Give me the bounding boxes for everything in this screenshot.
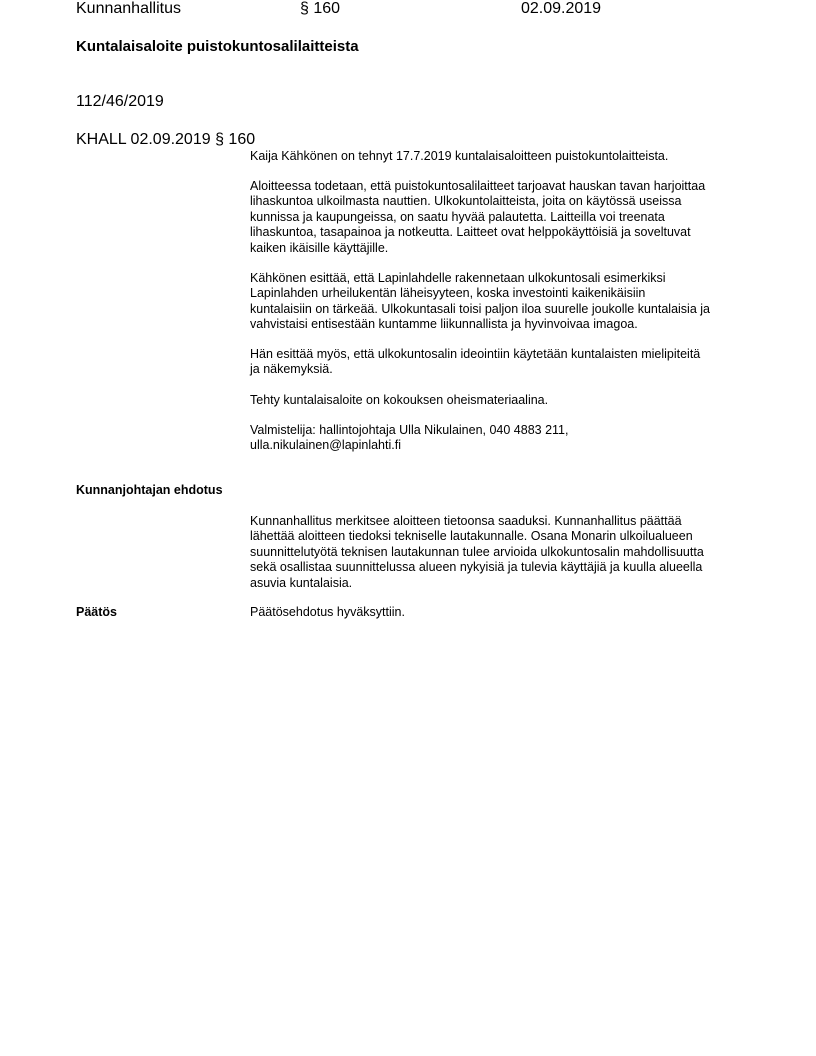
paragraph-2 [250, 271, 750, 333]
paragraph-line: Aloitteessa todetaan, että puistokuntosalilaitteet tarjoavat hauskan tavan harjoittaa [250, 179, 706, 193]
paragraph-line: Hän esittää myös, että ulkokuntosalin ideointiin käytetään kuntalaisten mielipiteitä [250, 347, 701, 361]
paragraph-3 [250, 347, 750, 378]
paragraph-line: sekä osallistaa suunnittelussa alueen nykyisiä ja tulevia käyttäjiä ja kuulla alueella [250, 560, 703, 575]
header-date: 02.09.2019 [521, 0, 602, 17]
paragraph-line: kaiken ikäisille käyttäjille. [250, 240, 389, 255]
paragraph-4 [250, 393, 750, 408]
decision-paragraph [250, 605, 750, 620]
document-title: Kuntalaisaloite puistokuntosalilaitteista [76, 38, 359, 55]
decision-label: Päätös [76, 605, 117, 619]
paragraph-line: Kähkönen esittää, että Lapinlahdelle rakennetaan ulkokuntosali esimerkiksi [250, 271, 666, 285]
proposal-paragraph [250, 514, 750, 591]
intro-line: Kaija Kähkönen on tehnyt 17.7.2019 kuntalaisaloitteen puistokuntolaitteista. [250, 149, 669, 163]
paragraph-line: kuntalaisiin on tärkeää. Ulkokuntasali toisi paljon iloa suurelle joukolle kuntalaisia ja [250, 301, 710, 316]
preparer-line: Valmistelija: hallintojohtaja Ulla Nikulainen, 040 4883 211, [250, 423, 569, 437]
paragraph-line: vahvistaisi entisestään kuntamme liikunnallista ja hyvinvoivaa imagoa. [250, 317, 638, 332]
header-section: § 160 [300, 0, 341, 17]
proposal-label: Kunnanjohtajan ehdotus [76, 483, 223, 497]
paragraph-line: lihaskuntoa, tasapainoa ja notkeutta. Laitteet ovat helppokäyttöisiä ja soveltuvat [250, 225, 691, 240]
preparer-info [250, 423, 750, 454]
paragraph-line: Lapinlahden urheilukentän läheisyyteen, koska investointi kaikenikäisiin [250, 286, 646, 301]
decision-text: Päätösehdotus hyväksyttiin. [250, 605, 405, 619]
paragraph-line: Kunnanhallitus merkitsee aloitteen tietoonsa saaduksi. Kunnanhallitus päättää [250, 514, 682, 528]
paragraph-line: suunnittelutyötä teknisen lautakunnan tulee arvioida ulkokuntosalin mahdollisuutta [250, 544, 704, 559]
intro-paragraph [250, 149, 750, 164]
paragraph-line: lähettää aloitteen tiedoksi tekniselle lautakunnalle. Osana Monarin ulkoilualueen [250, 529, 693, 544]
paragraph-line: Tehty kuntalaisaloite on kokouksen oheismateriaalina. [250, 393, 549, 407]
paragraph-1 [250, 179, 750, 256]
paragraph-line: lihaskuntoa ulkoilmasta nauttien. Ulkokuntolaitteista, joita on käytössä useissa [250, 194, 682, 209]
paragraph-line: ja näkemyksiä. [250, 362, 333, 377]
meeting-reference: KHALL 02.09.2019 § 160 [76, 131, 256, 148]
header-organ: Kunnanhallitus [76, 0, 181, 17]
preparer-email: ulla.nikulainen@lapinlahti.fi [250, 438, 401, 453]
paragraph-line: kunnissa ja kaupungeissa, on saatu hyvää palautetta. Laitteilla voi treenata [250, 209, 665, 224]
record-number: 112/46/2019 [76, 93, 164, 110]
paragraph-line: asuvia kuntalaisia. [250, 575, 353, 590]
